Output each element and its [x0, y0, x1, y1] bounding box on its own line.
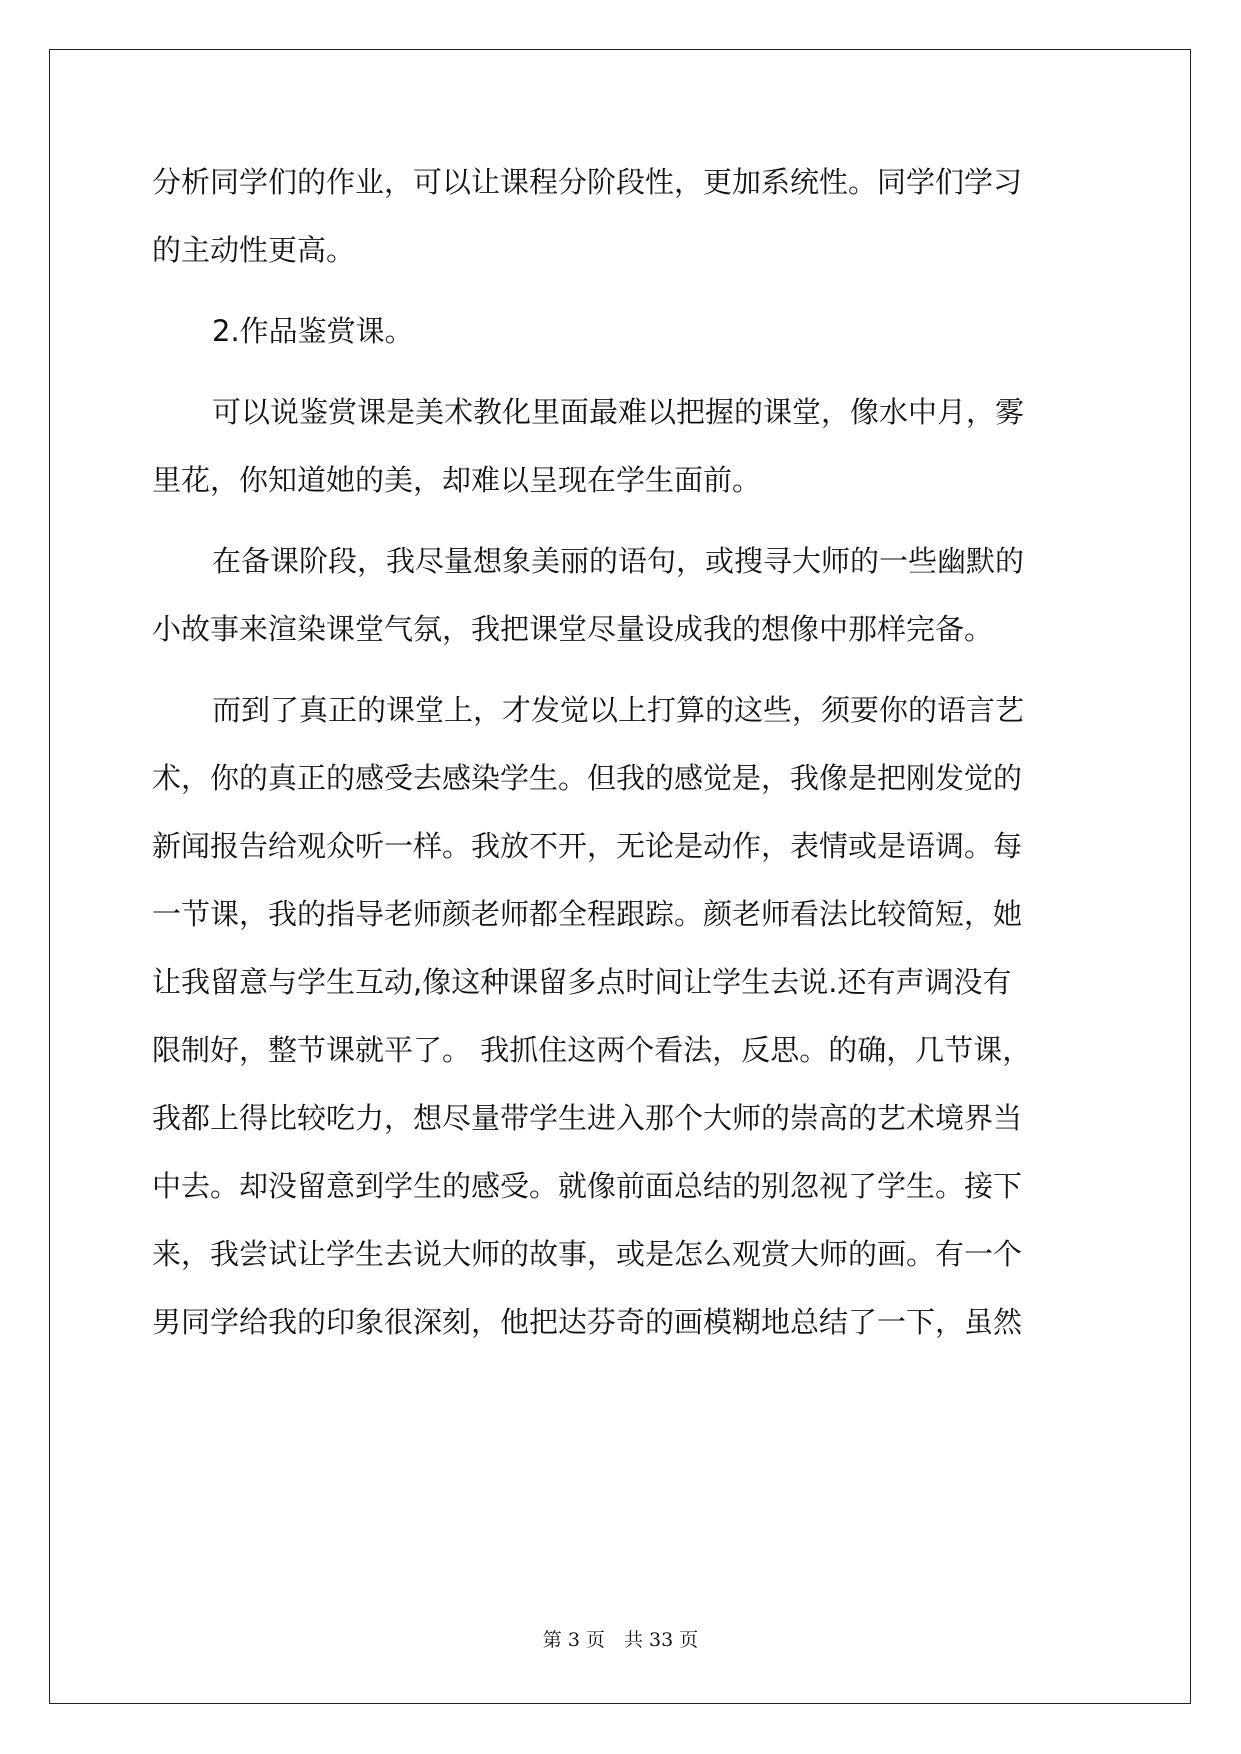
text-line: 的主动性更高。	[152, 233, 356, 267]
text-line: 让我留意与学生互动,像这种课留多点时间让学生去说.还有声调没有	[152, 965, 1012, 999]
text-line: 在备课阶段，我尽量想象美丽的语句，或搜寻大师的一些幽默的	[212, 544, 1025, 578]
text-line: 限制好，整节课就平了。 我抓住这两个看法，反思。的确，几节课，	[152, 1033, 1032, 1067]
numbered-heading: 2.作品鉴赏课。	[212, 314, 414, 348]
text-line: 新闻报告给观众听一样。我放不开，无论是动作，表情或是语调。每	[152, 829, 1023, 863]
text-line: 可以说鉴赏课是美术教化里面最难以把握的课堂，像水中月，雾	[212, 395, 1025, 429]
text-line: 我都上得比较吃力，想尽量带学生进入那个大师的崇高的艺术境界当	[152, 1101, 1023, 1135]
text-line: 中去。却没留意到学生的感受。就像前面总结的别忽视了学生。接下	[152, 1169, 1023, 1203]
text-line: 分析同学们的作业，可以让课程分阶段性，更加系统性。同学们学习	[152, 165, 1023, 199]
text-line: 而到了真正的课堂上，才发觉以上打算的这些，须要你的语言艺	[212, 693, 1025, 727]
page-border	[49, 49, 1191, 1704]
text-line: 术，你的真正的感受去感染学生。但我的感觉是，我像是把刚发觉的	[152, 761, 1023, 795]
text-line: 来，我尝试让学生去说大师的故事，或是怎么观赏大师的画。有一个	[152, 1237, 1023, 1271]
page-number-footer: 第 3 页 共 33 页	[542, 1629, 699, 1651]
text-line: 小故事来渲染课堂气氛，我把课堂尽量设成我的想像中那样完备。	[152, 612, 994, 646]
text-line: 男同学给我的印象很深刻，他把达芬奇的画模糊地总结了一下，虽然	[152, 1305, 1023, 1339]
text-line: 一节课，我的指导老师颜老师都全程跟踪。颜老师看法比较简短，她	[152, 897, 1023, 931]
text-line: 里花，你知道她的美，却难以呈现在学生面前。	[152, 463, 762, 497]
